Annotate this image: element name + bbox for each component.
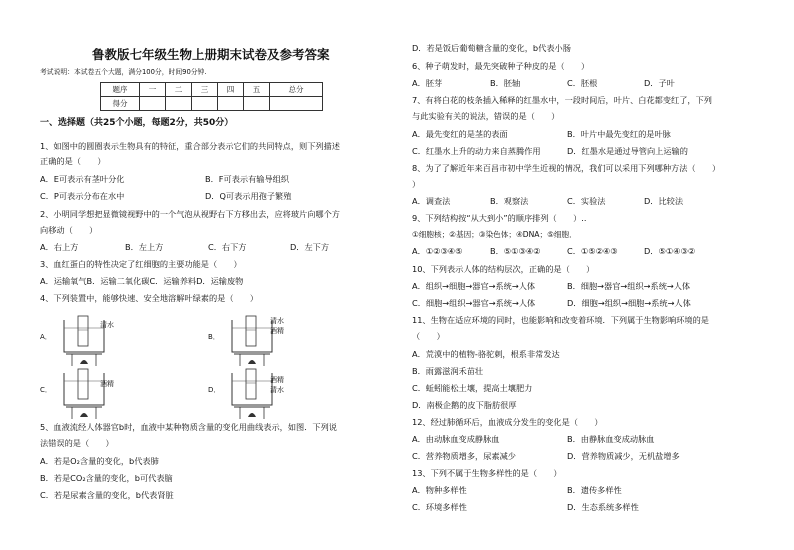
score-cell[interactable]: [140, 97, 166, 111]
q5-option-b: B．若是CO₂含量的变化，b可代表脑: [40, 473, 173, 483]
figure-label: 酒精: [270, 327, 284, 335]
q1-option-a: A．E可表示有茎叶分化: [40, 174, 125, 184]
q8-option-b: B．观察法: [490, 196, 529, 206]
q7-option-a: A．最先变红的是茎的表面: [412, 129, 508, 139]
beaker-apparatus-icon: [56, 367, 116, 422]
q13-option-b: B．遗传多样性: [567, 485, 622, 495]
exam-title: 鲁教版七年级生物上册期末试卷及参考答案: [92, 47, 330, 62]
score-header-row: [101, 83, 323, 97]
q9-option-d: D．⑤①④③②: [644, 246, 696, 256]
q12-option-d: D．营养物质减少，无机盐增多: [567, 451, 680, 461]
q1-stem: 1、如图中的圆圈表示生物具有的特征，重合部分表示它们的共同特点，则下列描述: [40, 141, 340, 151]
score-cell[interactable]: [166, 97, 192, 111]
q2-option-d: D．左下方: [290, 242, 330, 252]
score-table: [100, 82, 323, 111]
q9-option-c: C．①⑤②④③: [567, 246, 618, 256]
q8-stem: 8、为了了解近年来百昌市初中学生近视的情况，我们可以采用下列哪种方法（ ）: [412, 163, 721, 173]
q1-option-c: C．P可表示分布在水中: [40, 191, 125, 201]
q13-option-a: A．物种多样性: [412, 485, 467, 495]
q7-option-c: C．红墨水上升的动力来自蒸腾作用: [412, 146, 541, 156]
q2-stem: 向移动（ ）: [40, 225, 98, 235]
q11-stem: （ ）: [412, 331, 445, 341]
q4-figure-d: [208, 365, 358, 425]
q3-options: A．运输氧气B．运输二氧化碳C．运输养料D．运输废物: [40, 276, 244, 286]
instructions: 考试说明：本试卷五个大题，满分100分，时间90分钟.: [40, 68, 207, 76]
q5-option-d: D．若是饭后葡萄糖含量的变化，b代表小肠: [412, 43, 571, 53]
q11-option-c: C．蚯蚓能松土壤，提高土壤肥力: [412, 383, 533, 393]
q6-option-a: A．胚芽: [412, 78, 443, 88]
q12-option-b: B．由静脉血变成动脉血: [567, 434, 655, 444]
figure-letter: B．: [208, 333, 220, 341]
q8-stem: ）: [412, 179, 421, 189]
score-cell[interactable]: [244, 97, 270, 111]
q4-figure-c: [40, 365, 190, 425]
q9-stem: 9、下列结构按“从大到小”的顺序排列（ ）..: [412, 213, 587, 223]
q5-option-a: A．若是O₂含量的变化，b代表肺: [40, 456, 159, 466]
figure-label: 酒精: [270, 376, 284, 384]
q2-option-c: C．右下方: [208, 242, 247, 252]
score-header-cell: 三: [192, 83, 218, 97]
q10-stem: 10、下列表示人体的结构层次，正确的是（ ）: [412, 264, 595, 274]
figure-letter: A．: [40, 333, 52, 341]
q7-option-b: B．叶片中最先变红的是叶脉: [567, 129, 671, 139]
q4-figure-b: [208, 312, 358, 372]
q5-stem: 5、血液流经人体器官b时，血液中某种物质含量的变化用曲线表示，如图．下列说: [40, 422, 337, 432]
score-header-cell: 四: [218, 83, 244, 97]
q6-option-c: C．胚根: [567, 78, 598, 88]
score-cell[interactable]: [270, 97, 323, 111]
q9-option-a: A．①②③④⑤: [412, 246, 463, 256]
q11-stem: 11、生物在适应环境的同时，也能影响和改变着环境．下列属于生物影响环境的是: [412, 315, 709, 325]
q11-option-a: A．荒漠中的植物-骆驼刺，根系非常发达: [412, 349, 560, 359]
q1-stem: 正确的是（ ）: [40, 156, 106, 166]
q2-option-b: B．左上方: [125, 242, 164, 252]
q6-option-b: B．胚轴: [490, 78, 521, 88]
q8-option-c: C．实验法: [567, 196, 606, 206]
figure-letter: D．: [208, 386, 221, 394]
q13-option-c: C．环境多样性: [412, 502, 467, 512]
q1-option-b: B．F可表示有输导组织: [205, 174, 290, 184]
q5-stem: 法错误的是（ ）: [40, 438, 114, 448]
q12-stem: 12、经过肺循环后，血液成分发生的变化是（ ）: [412, 417, 603, 427]
figure-label: 清水: [270, 386, 284, 394]
score-header-cell: 题序: [101, 83, 140, 97]
q11-option-d: D．南极企鹅的皮下脂肪很厚: [412, 400, 517, 410]
q12-option-c: C．营养物质增多，尿素减少: [412, 451, 516, 461]
q10-option-a: A．组织→细胞→器官→系统→人体: [412, 281, 536, 291]
q9-items: ①细胞核；②基因；③染色体；④DNA；⑤细胞．: [412, 230, 577, 239]
q11-option-b: B．雨露滋润禾苗壮: [412, 366, 484, 376]
q1-option-d: D．Q可表示用孢子繁殖: [205, 191, 292, 201]
score-header-cell: 五: [244, 83, 270, 97]
q4-figure-a: [40, 312, 190, 372]
score-cell[interactable]: [192, 97, 218, 111]
q13-option-d: D．生态系统多样性: [567, 502, 639, 512]
q5-option-c: C．若是尿素含量的变化，b代表肾脏: [40, 490, 174, 500]
q2-stem: 2、小明同学想把显微镜视野中的一个气泡从视野右下方移出去，应将玻片向哪个方: [40, 209, 340, 219]
q3-stem: 3、血红蛋白的特性决定了红细胞的主要功能是（ ）: [40, 259, 242, 269]
score-row-label: 得分: [101, 97, 140, 111]
q6-stem: 6、种子萌发时，最先突破种子种皮的是（ ）: [412, 61, 590, 71]
q10-option-c: C．细胞→组织→器官→系统→人体: [412, 298, 536, 308]
q7-stem: 与此实验有关的说法，错误的是（ ）: [412, 111, 560, 121]
q2-option-a: A．右上方: [40, 242, 79, 252]
q6-option-d: D．子叶: [644, 78, 675, 88]
figure-letter: C．: [40, 386, 52, 394]
score-cell[interactable]: [218, 97, 244, 111]
q12-option-a: A．由动脉血变成静脉血: [412, 434, 500, 444]
q7-stem: 7、有将白花的枝条插入稀释的红墨水中，一段时间后，叶片、白花都变红了，下列: [412, 95, 712, 105]
q9-option-b: B．⑤①③④②: [490, 246, 541, 256]
section-heading: 一、选择题（共25个小题，每题2分，共50分）: [40, 118, 234, 128]
q7-option-d: D．红墨水是通过导管向上运输的: [567, 146, 688, 156]
q8-option-a: A．调查法: [412, 196, 451, 206]
figure-label: 清水: [270, 317, 284, 325]
score-header-cell: 二: [166, 83, 192, 97]
figure-label: 酒精: [100, 380, 114, 388]
score-header-cell: 一: [140, 83, 166, 97]
score-row: [101, 97, 323, 111]
figure-label: 清水: [100, 321, 114, 329]
q8-option-d: D．比较法: [644, 196, 684, 206]
q13-stem: 13、下列不属于生物多样性的是（ ）: [412, 468, 562, 478]
q10-option-b: B．细胞→器官→组织→系统→人体: [567, 281, 691, 291]
q10-option-d: D．细胞→组织→细胞→系统→人体: [567, 298, 691, 308]
q4-stem: 4、下列装置中，能够快速、安全地溶解叶绿素的是（ ）: [40, 293, 259, 303]
score-header-cell: 总分: [270, 83, 323, 97]
